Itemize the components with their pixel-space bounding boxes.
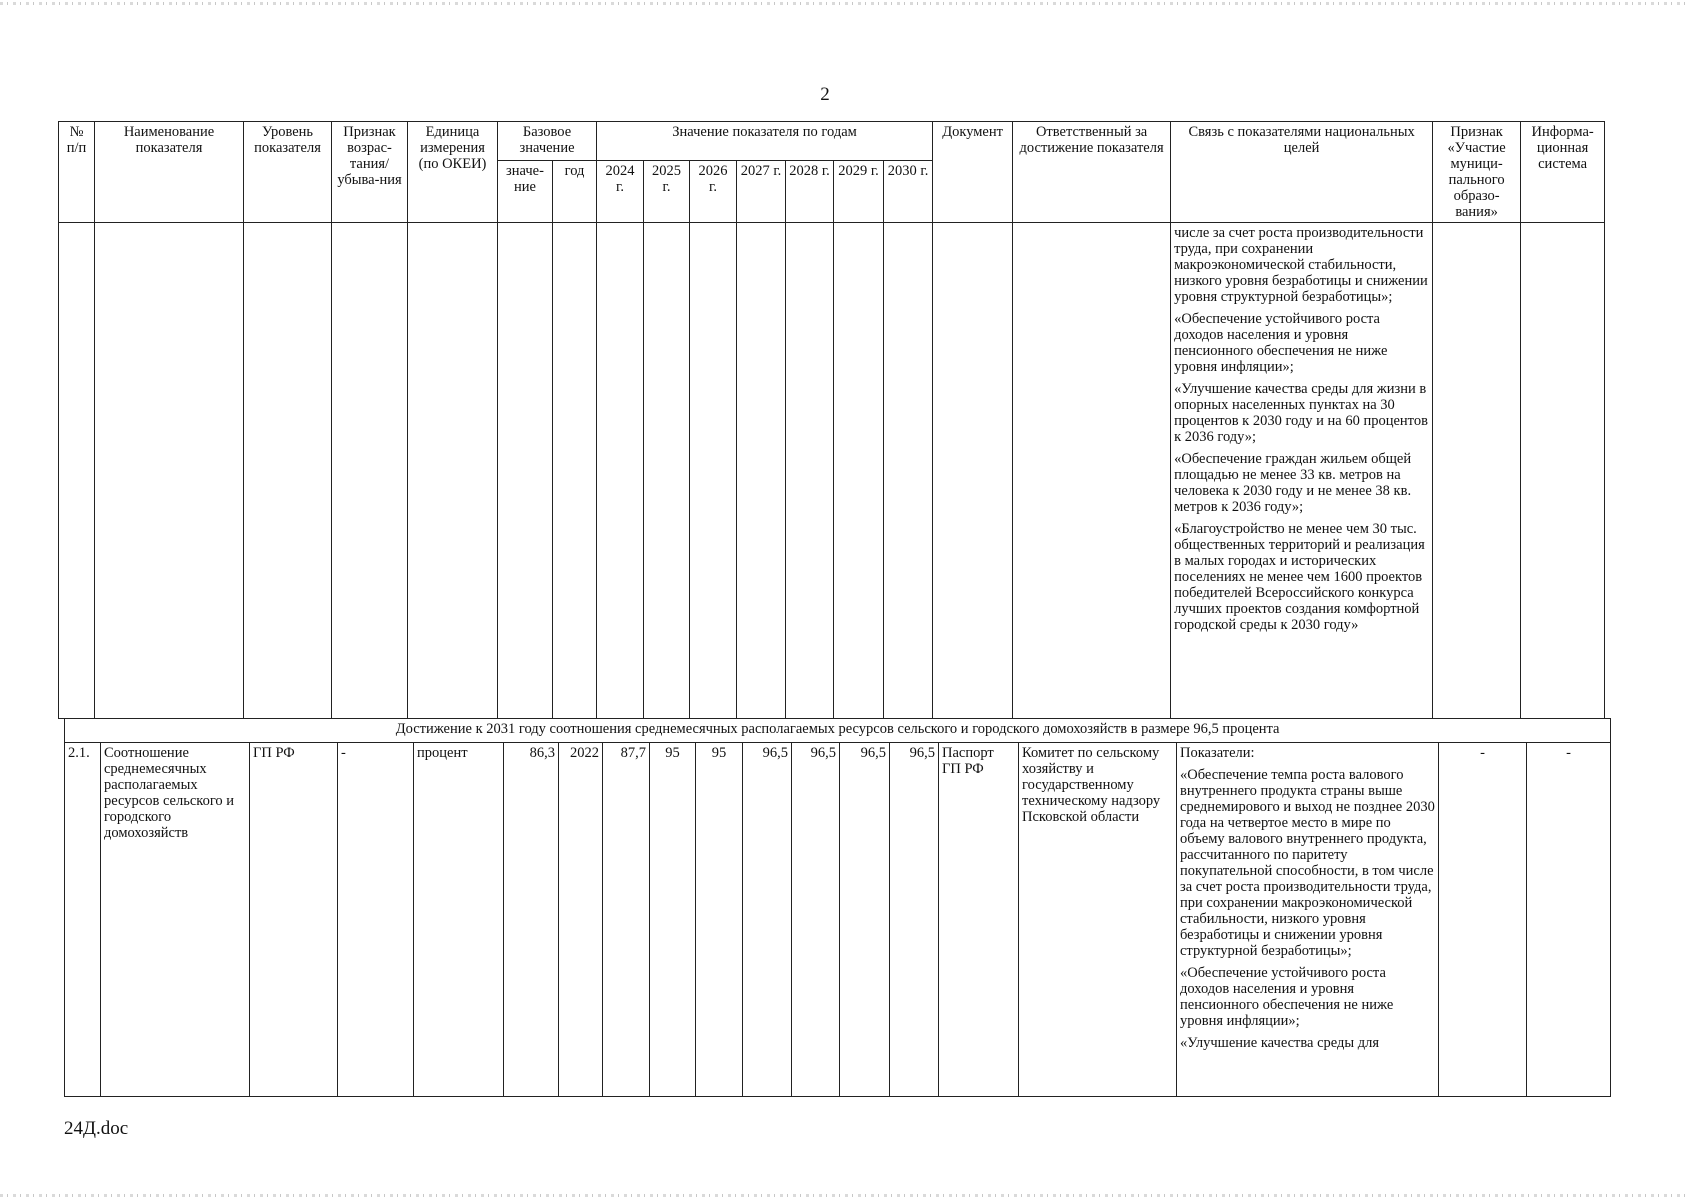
header-base: Базовое значение	[498, 122, 597, 161]
continuation-link: числе за счет роста производительности труда, при сохранении макроэкономической стабильности, низкого уровня безработицы и снижении уровня структурной безработицы»;	[1174, 225, 1428, 305]
header-year-2024: 2024 г.	[597, 160, 644, 222]
section-row	[65, 719, 1611, 743]
row-value-2024: 87,7	[603, 743, 650, 1097]
row-links-cell	[1177, 743, 1439, 1097]
header-year-2029: 2029 г.	[834, 160, 884, 222]
row-value-2025: 95	[650, 743, 696, 1097]
header-municipal: Признак «Участие муници-пального образо-вания»	[1433, 122, 1521, 223]
header-base-value: значе-ние	[498, 160, 553, 222]
indicator-row-2-1	[65, 743, 1611, 1097]
row-value-2026: 95	[696, 743, 743, 1097]
row-link: «Обеспечение темпа роста валового внутреннего продукта страны выше среднемирового и выход не позднее 2030 года на четвертое место в мире по объему валового внутреннего продукта, рассчитанного по паритету покупательной способности, в том числе за счет роста производительности труда, при сохранении макроэкономической стабильности, низкого уровня безработицы и снижении уровня структурной безработицы»;	[1180, 767, 1435, 959]
row-responsible: Комитет по сельскому хозяйству и государственному техническому надзору Псковской области	[1019, 743, 1177, 1097]
header-year-2028: 2028 г.	[786, 160, 834, 222]
row-name: Соотношение среднемесячных располагаемых ресурсов сельского и городского домохозяйств	[101, 743, 250, 1097]
page-number: 2	[820, 84, 830, 105]
row-unit: процент	[414, 743, 504, 1097]
scan-edge-top	[0, 2, 1686, 5]
row-base-year: 2022	[559, 743, 603, 1097]
header-info-system: Информа-ционная система	[1521, 122, 1605, 223]
row-document: Паспорт ГП РФ	[939, 743, 1019, 1097]
row-value-2030: 96,5	[890, 743, 939, 1097]
row-level: ГП РФ	[250, 743, 338, 1097]
header-name: Наименование показателя	[95, 122, 244, 223]
header-base-year: год	[553, 160, 597, 222]
header-num: № п/п	[59, 122, 95, 223]
row-base-value: 86,3	[504, 743, 559, 1097]
header-year-2025: 2025 г.	[644, 160, 690, 222]
row-value-2029: 96,5	[840, 743, 890, 1097]
continuation-link: «Улучшение качества среды для жизни в опорных населенных пунктах на 30 процентов к 2030 году и на 60 процентов к 2036 году»;	[1174, 381, 1428, 445]
header-row-1	[59, 122, 1605, 161]
row-link: «Обеспечение устойчивого роста доходов населения и уровня пенсионного обеспечения не ниже уровня инфляции»;	[1180, 965, 1394, 1029]
row-municipal: -	[1439, 743, 1527, 1097]
row-value-2028: 96,5	[792, 743, 840, 1097]
indicators-table-top	[58, 121, 1605, 719]
continuation-row	[59, 223, 1605, 719]
row-info-system: -	[1527, 743, 1611, 1097]
continuation-link: «Обеспечение устойчивого роста доходов населения и уровня пенсионного обеспечения не ниже уровня инфляции»;	[1174, 311, 1388, 375]
header-sign: Признак возрас-тания/ убыва-ния	[332, 122, 408, 223]
indicators-table-bottom	[64, 718, 1611, 1097]
row-link: Показатели:	[1180, 745, 1255, 761]
row-num: 2.1.	[65, 743, 101, 1097]
row-value-2027: 96,5	[743, 743, 792, 1097]
continuation-link: «Обеспечение граждан жильем общей площадью не менее 33 кв. метров на человека к 2030 году и не менее 38 кв. метров к 2036 году»;	[1174, 451, 1412, 515]
continuation-links-cell	[1171, 223, 1433, 719]
footer-filename: 24Д.doc	[64, 1118, 129, 1139]
section-title: Достижение к 2031 году соотношения среднемесячных располагаемых ресурсов сельского и городского домохозяйств в размере 96,5 процента	[65, 719, 1611, 743]
header-year-2027: 2027 г.	[737, 160, 786, 222]
continuation-link: «Благоустройство не менее чем 30 тыс. общественных территорий и реализация в малых городах и исторических поселениях не менее чем 1600 проектов победителей Всероссийского конкурса лучших проектов создания комфортной городской среды к 2030 году»	[1174, 521, 1425, 633]
header-unit: Единица измерения (по ОКЕИ)	[408, 122, 498, 223]
header-link: Связь с показателями национальных целей	[1171, 122, 1433, 223]
header-year-2026: 2026 г.	[690, 160, 737, 222]
header-level: Уровень показателя	[244, 122, 332, 223]
header-responsible: Ответственный за достижение показателя	[1013, 122, 1171, 223]
header-document: Документ	[933, 122, 1013, 223]
header-year-2030: 2030 г.	[884, 160, 933, 222]
header-by-years: Значение показателя по годам	[597, 122, 933, 161]
scan-edge-bottom	[0, 1194, 1686, 1197]
row-sign: -	[338, 743, 414, 1097]
row-link: «Улучшение качества среды для	[1180, 1035, 1380, 1051]
